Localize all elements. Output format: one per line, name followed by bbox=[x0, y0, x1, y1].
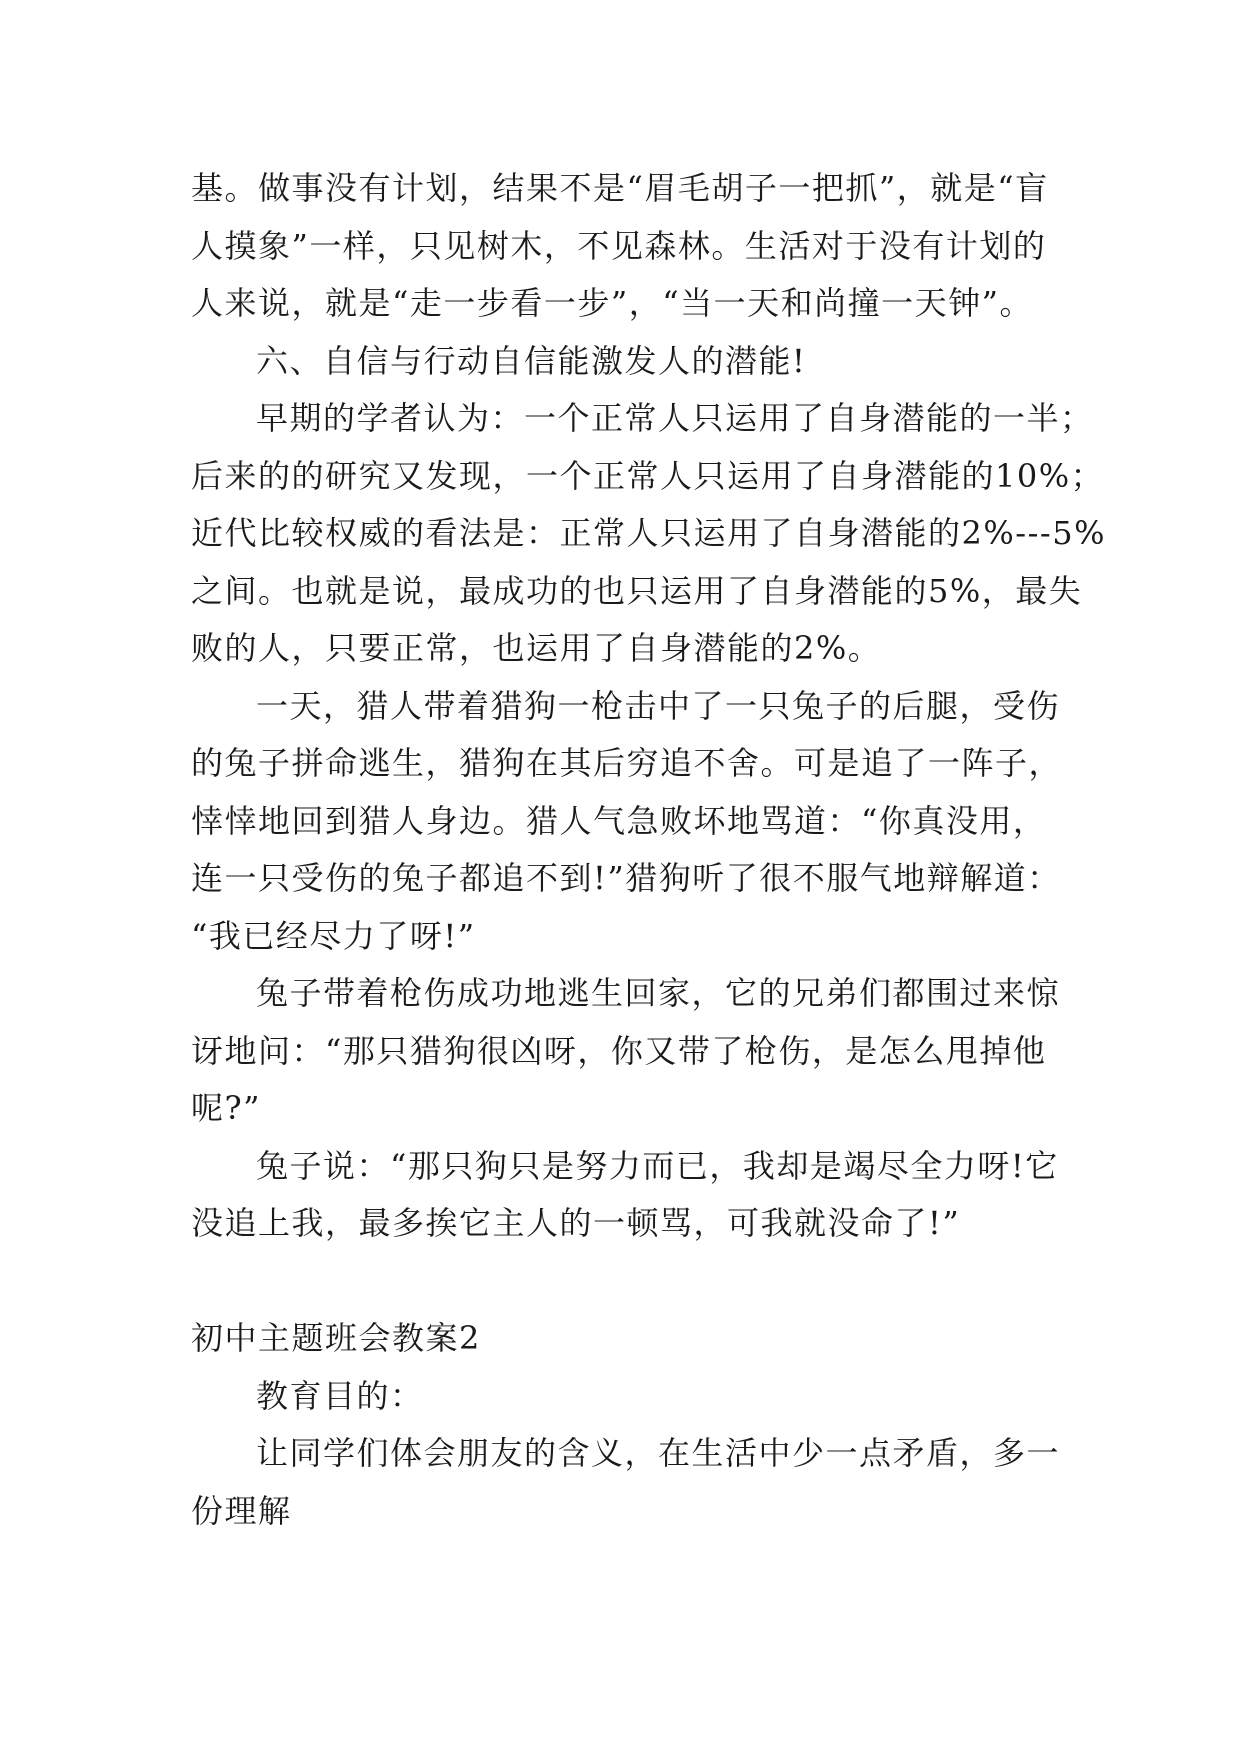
text-line: 兔子说：“那只狗只是努力而已，我却是竭尽全力呀!它 bbox=[256, 1147, 1059, 1185]
text-line: 近代比较权威的看法是：正常人只运用了自身潜能的2%---5% bbox=[191, 514, 1106, 552]
text-line: 早期的学者认为：一个正常人只运用了自身潜能的一半； bbox=[256, 399, 1094, 437]
text-line: 人来说，就是“走一步看一步”，“当一天和尚撞一天钟”。 bbox=[191, 284, 1033, 322]
section-heading: 六、自信与行动自信能激发人的潜能! bbox=[256, 342, 807, 380]
text-line: 的兔子拼命逃生，猎狗在其后穷追不舍。可是追了一阵子， bbox=[191, 744, 1063, 782]
text-line: “我已经尽力了呀!” bbox=[191, 917, 476, 955]
text-line: 基。做事没有计划，结果不是“眉毛胡子一把抓”，就是“盲 bbox=[191, 169, 1049, 207]
text-line: 讶地问：“那只猎狗很凶呀，你又带了枪伤，是怎么甩掉他 bbox=[191, 1032, 1047, 1070]
text-line: 一天，猎人带着猎狗一枪击中了一只兔子的后腿，受伤 bbox=[256, 687, 1061, 725]
section-heading: 教育目的： bbox=[256, 1377, 424, 1415]
lesson-title: 初中主题班会教案2 bbox=[191, 1319, 481, 1357]
text-line: 后来的的研究又发现，一个正常人只运用了自身潜能的10%； bbox=[191, 457, 1105, 495]
text-line: 人摸象”一样，只见树木，不见森林。生活对于没有计划的 bbox=[191, 227, 1047, 265]
text-line: 份理解 bbox=[191, 1492, 292, 1530]
text-line: 呢?” bbox=[191, 1089, 262, 1127]
text-line: 没追上我，最多挨它主人的一顿骂，可我就没命了!” bbox=[191, 1204, 961, 1242]
text-line: 连一只受伤的兔子都追不到!”猎狗听了很不服气地辩解道： bbox=[191, 859, 1061, 897]
text-line: 兔子带着枪伤成功地逃生回家，它的兄弟们都围过来惊 bbox=[256, 974, 1061, 1012]
text-line: 败的人，只要正常，也运用了自身潜能的2%。 bbox=[191, 629, 882, 667]
text-line: 悻悻地回到猎人身边。猎人气急败坏地骂道：“你真没用， bbox=[191, 802, 1047, 840]
text-line: 让同学们体会朋友的含义，在生活中少一点矛盾，多一 bbox=[256, 1434, 1061, 1472]
text-line: 之间。也就是说，最成功的也只运用了自身潜能的5%，最失 bbox=[191, 572, 1083, 610]
